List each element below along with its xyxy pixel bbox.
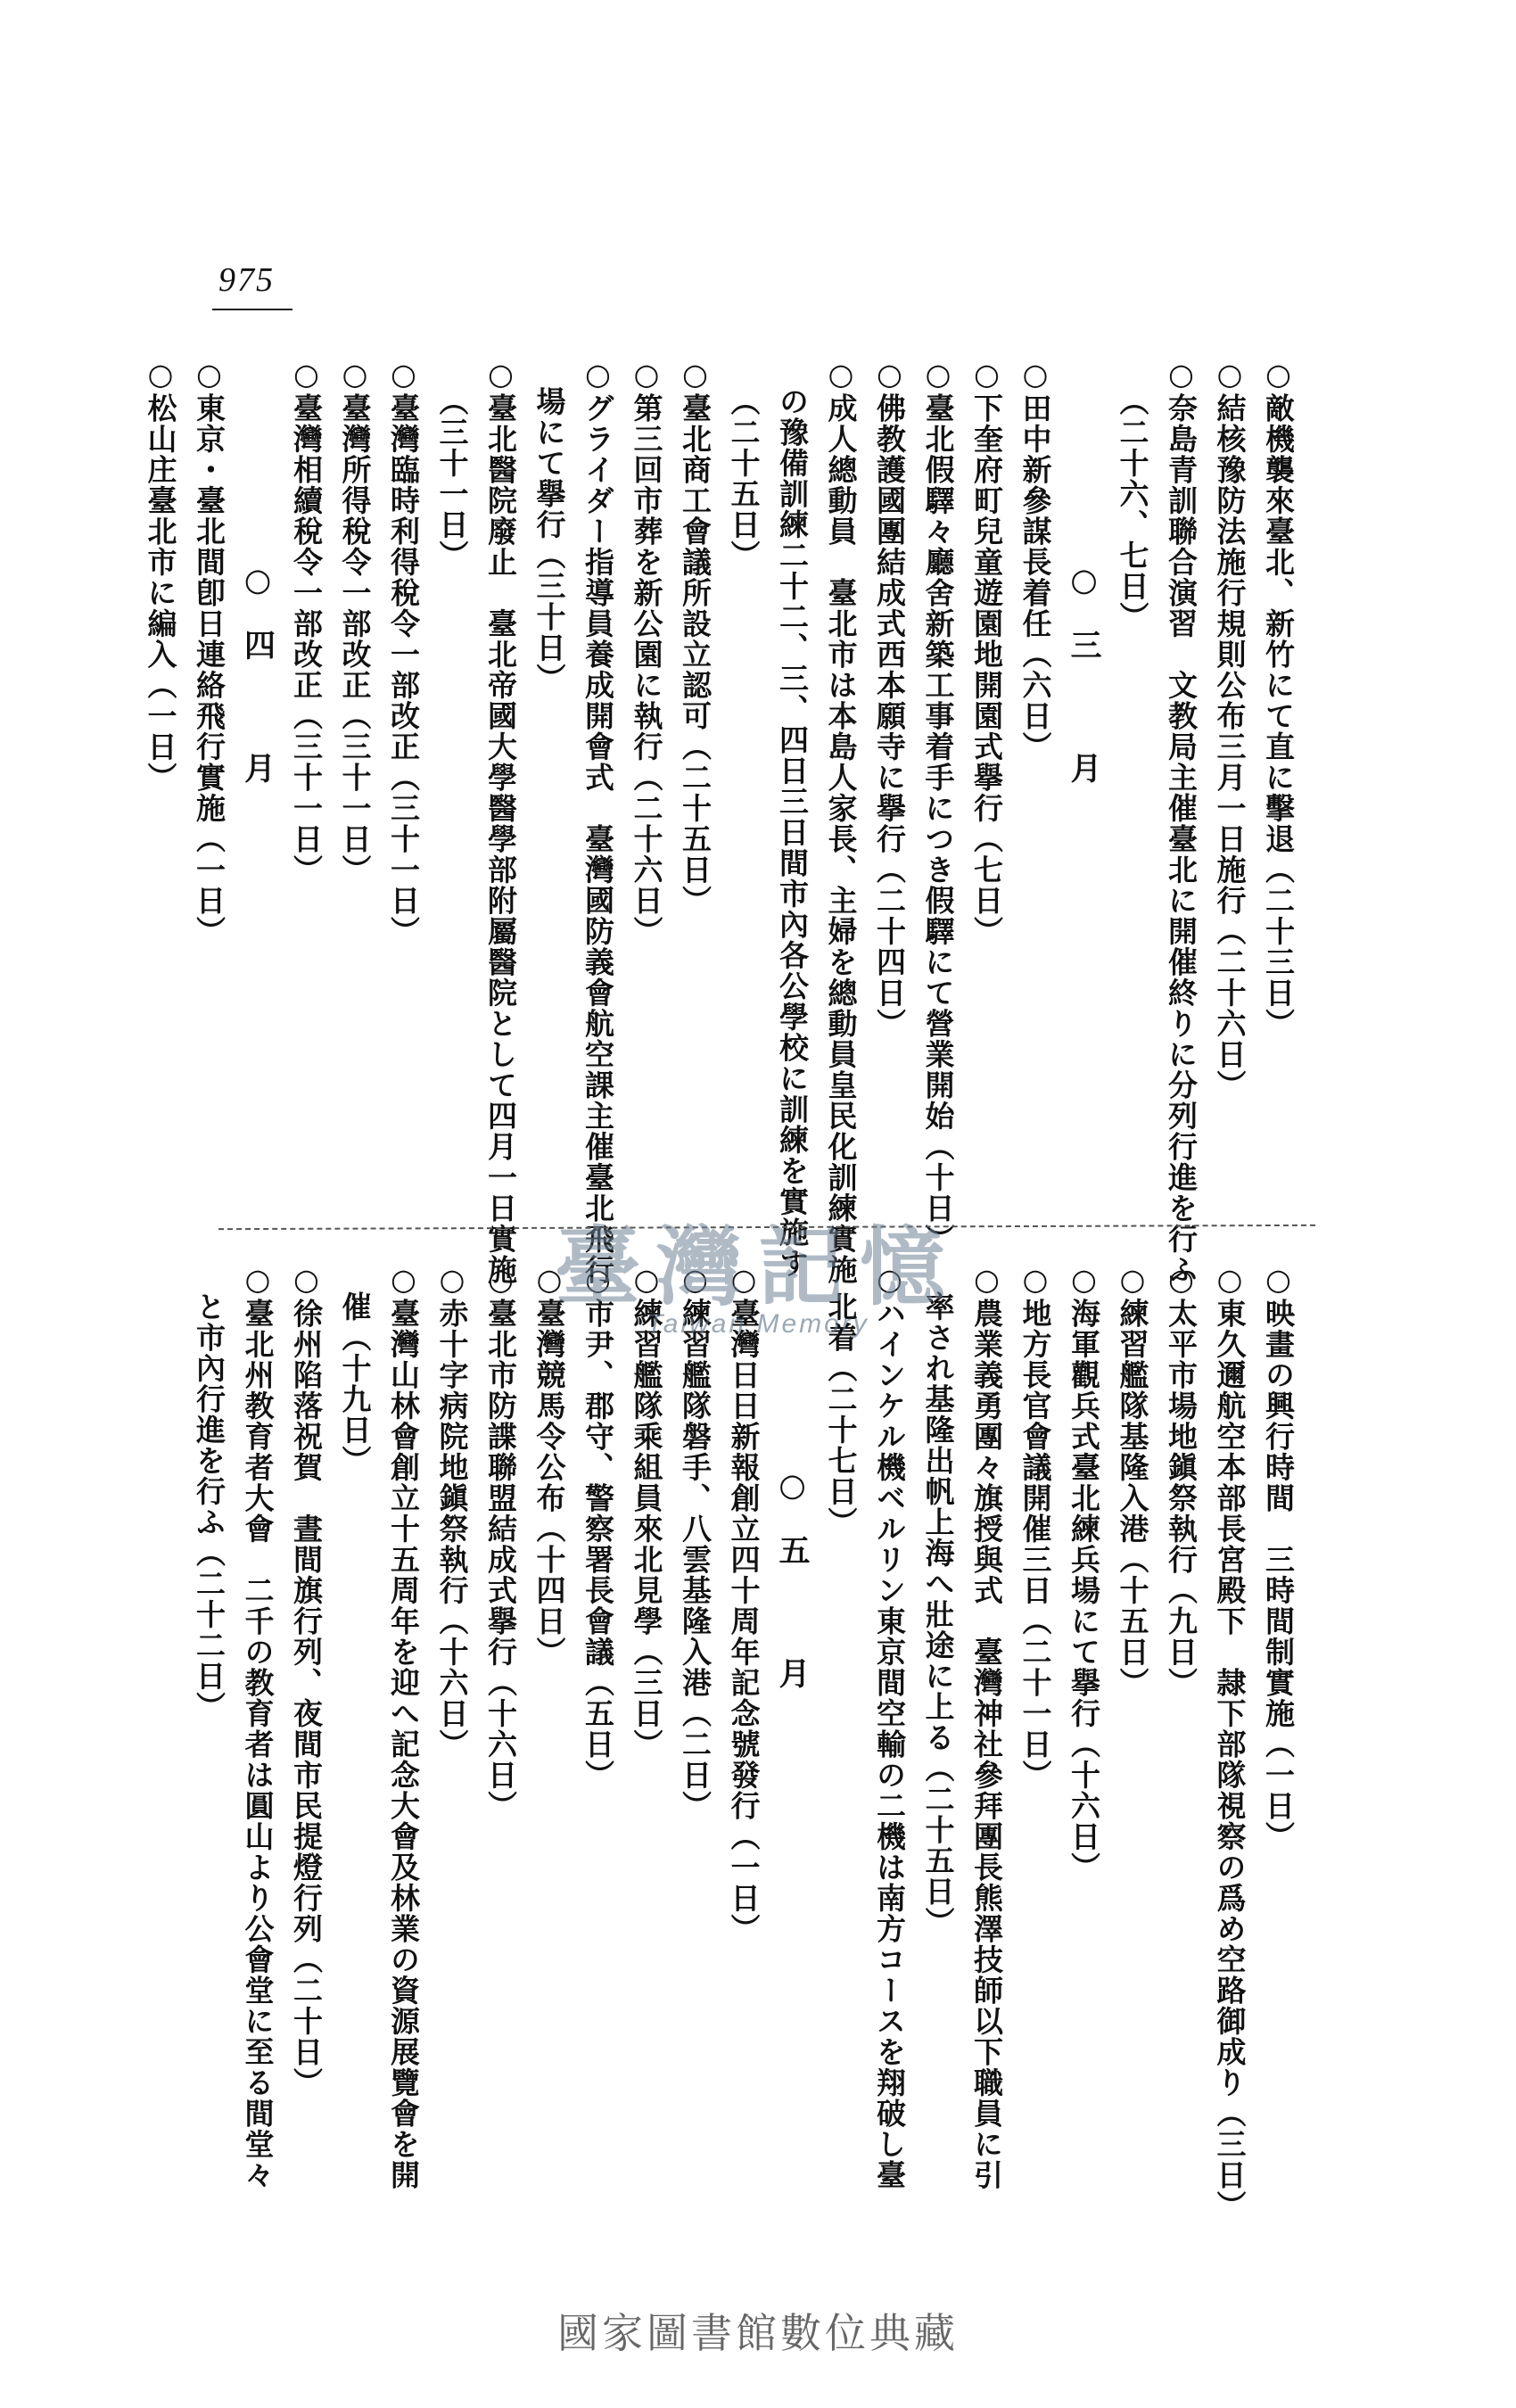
watermark-logo: 臺灣記憶 <box>555 1216 961 1317</box>
entry-line: ○海軍觀兵式臺北練兵場にて擧行（十六日） <box>1067 1262 1101 1883</box>
entry-line: ○臺北市防諜聯盟結成式擧行（十六日） <box>483 1262 518 1821</box>
entry-line: ○赤十字病院地鎭祭執行（十六日） <box>434 1262 470 1760</box>
entry-line: ○第三回市葬を新公園に執行（二十六日） <box>629 357 664 947</box>
entry-line: 場にて擧行（三十日） <box>531 386 567 694</box>
entry-line: ○練習艦隊乘組員來北見學（三日） <box>629 1262 664 1760</box>
entry-line: 率され基隆出帆上海へ壯途に上る（二十五日） <box>920 1291 956 1938</box>
entry-line: ○田中新參謀長着任（六日） <box>1018 357 1053 763</box>
entry-line: ○臺灣山林會創立十五周年を迎へ記念大會及林業の資源展覽會を開 <box>386 1262 421 2190</box>
entry-line: （二十六、七日） <box>1115 386 1150 632</box>
entry-line: ○ハインケル機ベルリン東京間空輸の二機は南方コースを翔破し臺 <box>872 1262 907 2190</box>
entry-line: ○成人總動員 臺北市は本島人家長、主婦を總動員皇民化訓練實施 <box>823 357 859 1285</box>
chronology-bottom-block <box>185 1262 1303 2222</box>
entry-line: の豫備訓練二十二、三、四日三日間市內各公學校に訓練を實施す <box>775 386 810 1279</box>
entry-line: ○臺灣所得稅令一部改正（三十一日） <box>337 357 373 886</box>
footer-credit: 國家圖書館數位典藏 <box>557 2309 959 2357</box>
entry-line: ○練習艦隊磐手、八雲基隆入港（二日） <box>678 1262 713 1821</box>
entry-line: ○東京・臺北間卽日連絡飛行實施（一日） <box>192 357 227 947</box>
entry-line: と市內行進を行ふ（二十二日） <box>192 1291 227 1722</box>
entry-line: ○東久邇航空本部長宮殿下 隷下部隊視察の爲め空路御成り（三日） <box>1212 1262 1248 2222</box>
entry-line: ○臺北假驛々廳舍新築工事着手につき假驛にて營業開始（十日） <box>920 357 956 1255</box>
entry-line: ○地方長官會議開催三日（二十一日） <box>1018 1262 1053 1791</box>
entry-line: 北着（二十七日） <box>823 1291 859 1538</box>
entry-line: ○市尹、郡守、警察署長會議（五日） <box>581 1262 615 1791</box>
entry-line: ○徐州陷落祝賀 晝間旗行列、夜間市民提燈行列（二十日） <box>289 1262 324 2099</box>
entry-line: ○臺北醫院廢止 臺北帝國大學醫學部附屬醫院として四月一日實施 <box>483 357 518 1285</box>
entry-line: ○奈島青訓聯合演習 文教局主催臺北に開催終りに分列行進を行ふ <box>1164 357 1199 1285</box>
chronology-top-block <box>136 357 1302 1285</box>
entry-line: ○臺灣競馬令公布（十四日） <box>531 1262 567 1668</box>
entry-line: ○松山庄臺北市に編入（一日） <box>143 357 178 793</box>
entry-line: ○敵機襲來臺北、新竹にて直に擊退（二十三日） <box>1261 357 1296 1039</box>
entry-line: ○映畫の興行時間 三時間制實施（一日） <box>1261 1262 1296 1852</box>
page-number: 975 <box>218 261 275 299</box>
entry-line: （三十一日） <box>434 386 470 571</box>
entry-line: ○下奎府町兒童遊園地開園式擧行（七日） <box>969 357 1004 947</box>
entry-line: ○臺灣日日新報創立四十周年記念號發行（一日） <box>726 1262 762 1944</box>
entry-line: ○臺灣臨時利得稅令一部改正（三十一日） <box>386 357 421 947</box>
month-heading: ○五 月 <box>774 1467 811 1719</box>
entry-line: ○臺北商工會議所設立認可（二十五日） <box>678 357 713 916</box>
entry-line: ○グライダー指導員養成開會式 臺灣國防義會航空課主催臺北飛行 <box>581 357 615 1285</box>
month-heading: ○四 月 <box>239 562 276 813</box>
entry-line: ○結核豫防法施行規則公布三月一日施行（二十六日） <box>1212 357 1248 1101</box>
entry-line: ○太平市場地鎭祭執行（九日） <box>1164 1262 1199 1698</box>
entry-line: 催（十九日） <box>337 1291 373 1476</box>
entry-line: ○臺北州教育者大會 二千の教育者は圓山より公會堂に至る間堂々 <box>240 1262 276 2190</box>
month-heading: ○三 月 <box>1066 562 1102 813</box>
entry-line: ○練習艦隊基隆入港（十五日） <box>1115 1262 1150 1698</box>
entry-line: ○臺灣相續稅令一部改正（三十一日） <box>289 357 324 886</box>
page-number-underline <box>212 309 292 310</box>
entry-line: （二十五日） <box>726 386 762 571</box>
entry-line: ○佛教護國團結成式西本願寺に擧行（二十四日） <box>872 357 907 1039</box>
watermark-subtitle: Taiwan Memory <box>647 1309 869 1339</box>
entry-line: ○農業義勇團々旗授與式 臺灣神社參拜團長熊澤技師以下職員に引 <box>969 1262 1004 2190</box>
